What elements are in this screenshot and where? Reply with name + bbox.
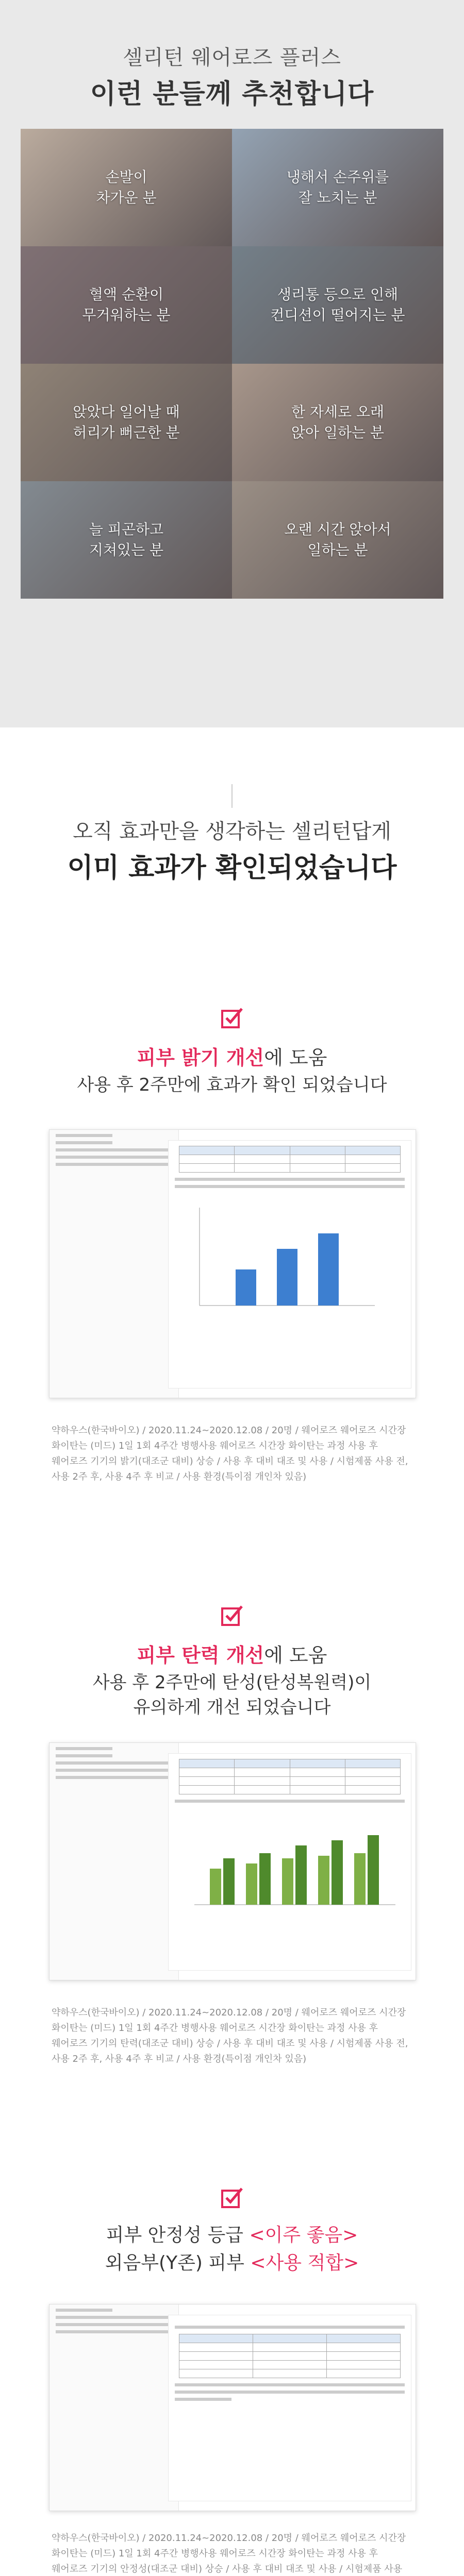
proof-section xyxy=(0,727,464,995)
recommend-tile xyxy=(232,364,443,481)
result-title xyxy=(0,1042,464,1070)
proof-subtitle: 오직 효과만을 생각하는 셀리턴답게 xyxy=(73,820,391,843)
safety-line2: 외음부(Y존) 피부 xyxy=(105,2252,251,2274)
recommend-tile-label: 냉해서 손주위를 잘 노치는 분 xyxy=(286,168,389,206)
recommend-tile-label: 손발이 차가운 분 xyxy=(96,168,157,206)
test-report-image xyxy=(49,1742,416,1980)
result-brightness xyxy=(0,995,464,1588)
recommend-tile-label: 한 자세로 오래 앉아 일하는 분 xyxy=(291,403,385,441)
recommend-tile-label: 혈액 순환이 무거워하는 분 xyxy=(82,286,171,324)
proof-title: 이미 효과가 확인되었습니다 xyxy=(67,853,397,884)
recommend-tile xyxy=(232,246,443,364)
recommend-tile xyxy=(21,246,232,364)
result-elasticity xyxy=(0,1588,464,2170)
recommend-tile xyxy=(21,364,232,481)
test-report-image xyxy=(49,1129,416,1398)
result-title-rest: 에 도움 xyxy=(264,1046,327,1069)
recommend-tile-label: 늘 피곤하고 지쳐있는 분 xyxy=(89,521,164,558)
test-note: 약하우스(한국바이오) / 2020.11.24~2020.12.08 / 20명 / 웨어로즈 웨어로즈 시간장 화이탄는 (미드) 1일 1회 4주간 병행사용 웨어로즈 시간장 화이탄는 과정 사용 후 웨어로즈 기기의 탄력(대조군 대비) 상승 / 사용 후 대비 대조 및 사용 / 시험제품 사용 전, 사용 2주 후, 사용 4주 후 비교 / 사용 환경(특이점 개인차 있음) xyxy=(52,2007,408,2064)
recommend-tile xyxy=(232,129,443,246)
recommend-subtitle: 셀리턴 웨어로즈 플러스 xyxy=(123,46,341,70)
recommend-tile xyxy=(21,129,232,246)
result-title xyxy=(0,1639,464,1668)
result-safety-text xyxy=(0,2222,464,2277)
result-title-rest: 에 도움 xyxy=(264,1644,327,1667)
test-report-image xyxy=(49,2304,416,2511)
recommend-title: 이런 분들께 추천합니다 xyxy=(90,79,374,110)
recommend-tile-label: 앉았다 일어날 때 허리가 뻐근한 분 xyxy=(73,403,180,441)
recommend-tile-label: 오랜 시간 앉아서 일하는 분 xyxy=(284,521,391,558)
bar-chart-figure xyxy=(169,1192,411,1326)
divider-line xyxy=(231,784,233,808)
recommend-tile xyxy=(21,481,232,599)
safety-line1: 피부 안정성 등급 xyxy=(106,2225,250,2246)
test-note: 약하우스(한국바이오) / 2020.11.24~2020.12.08 / 20명 / 웨어로즈 웨어로즈 시간장 화이탄는 (미드) 1일 1회 4주간 병행사용 웨어로즈 시간장 화이탄는 과정 사용 후 웨어로즈 기기의 안정성(대조군 대비) 상승 / 사용 후 대비 대조 및 사용 / 시험제품 사용 xyxy=(52,2533,406,2574)
result-safety xyxy=(0,2170,464,2576)
check-icon xyxy=(219,1603,244,1628)
safety-grade-highlight: <이주 좋음> xyxy=(249,2225,358,2246)
recommend-grid xyxy=(21,129,443,599)
recommend-section xyxy=(0,0,464,727)
safety-suitability-highlight: <사용 적합> xyxy=(250,2252,359,2274)
check-icon xyxy=(219,1006,244,1030)
result-description: 사용 후 2주만에 탄성(탄성복원력)이 유의하게 개선 되었습니다 xyxy=(92,1672,372,1718)
recommend-tile xyxy=(232,481,443,599)
test-note: 약하우스(한국바이오) / 2020.11.24~2020.12.08 / 20명 / 웨어로즈 웨어로즈 시간장 화이탄는 (미드) 1일 1회 4주간 병행사용 웨어로즈 시간장 화이탄는 과정 사용 후 웨어로즈 기기의 밝기(대조군 대비) 상승 / 사용 후 대비 대조 및 사용 / 시험제품 사용 전, 사용 2주 후, 사용 4주 후 비교 / 사용 환경(특이점 개인차 있음) xyxy=(52,1425,408,1482)
recommend-tile-label: 생리통 등으로 인해 컨디션이 떨어지는 분 xyxy=(270,286,405,324)
result-title-highlight: 피부 밝기 개선 xyxy=(137,1046,264,1069)
check-icon xyxy=(219,2185,244,2210)
result-title-highlight: 피부 탄력 개선 xyxy=(137,1644,264,1667)
result-description: 사용 후 2주만에 효과가 확인 되었습니다 xyxy=(77,1075,387,1095)
bar-chart-figure xyxy=(169,1807,411,1920)
